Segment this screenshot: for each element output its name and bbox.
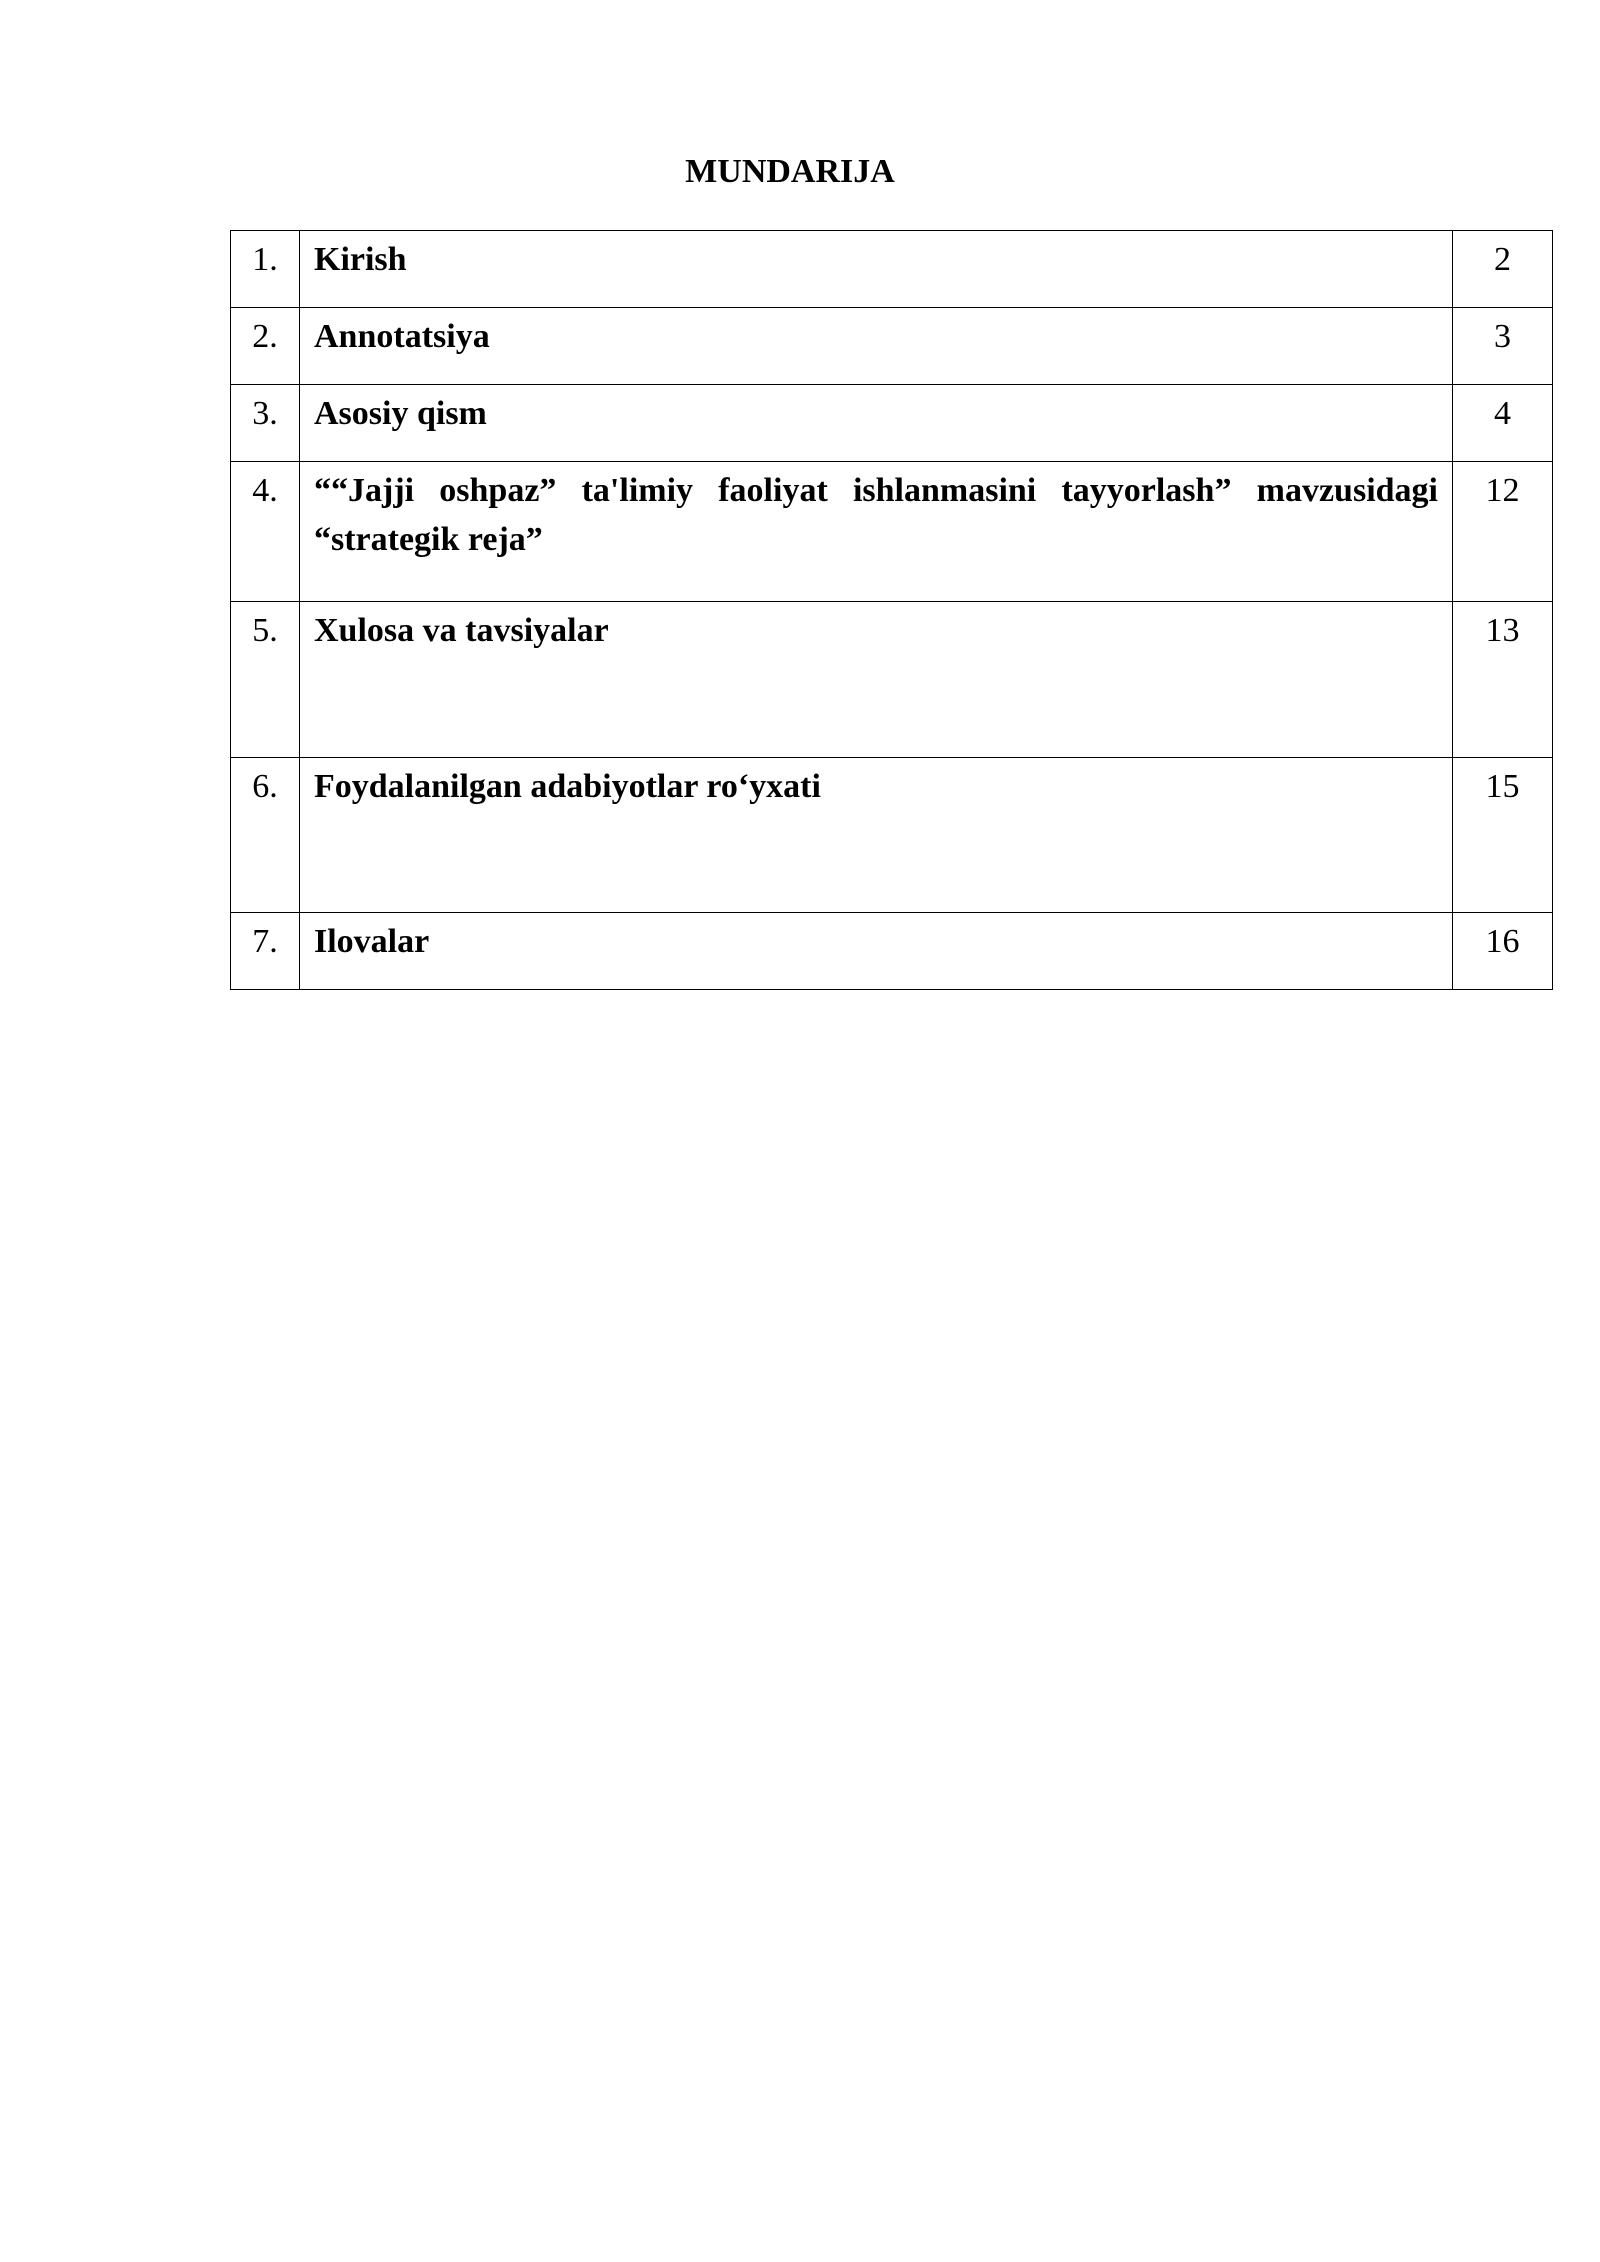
toc-item-title: ““Jajji oshpaz” ta'limiy faoliyat ishlanmasini tayyorlash” mavzusidagi “strategik reja” xyxy=(300,462,1453,602)
toc-item-number: 5. xyxy=(231,602,300,758)
table-of-contents xyxy=(230,230,1553,990)
table-row xyxy=(231,231,1553,308)
toc-item-title: Asosiy qism xyxy=(300,385,1453,462)
toc-item-number: 3. xyxy=(231,385,300,462)
toc-item-number: 6. xyxy=(231,758,300,913)
toc-item-number: 4. xyxy=(231,462,300,602)
toc-item-page: 4 xyxy=(1453,385,1553,462)
toc-item-page: 16 xyxy=(1453,913,1553,990)
toc-item-page: 13 xyxy=(1453,602,1553,758)
toc-item-page: 3 xyxy=(1453,308,1553,385)
table-row xyxy=(231,462,1553,602)
table-row xyxy=(231,602,1553,758)
toc-item-title: Kirish xyxy=(300,231,1453,308)
toc-item-title: Xulosa va tavsiyalar xyxy=(300,602,1453,758)
table-row xyxy=(231,913,1553,990)
toc-item-number: 2. xyxy=(231,308,300,385)
toc-item-page: 12 xyxy=(1453,462,1553,602)
table-row xyxy=(231,308,1553,385)
toc-item-title: Annotatsiya xyxy=(300,308,1453,385)
toc-item-number: 7. xyxy=(231,913,300,990)
toc-item-number: 1. xyxy=(231,231,300,308)
table-row xyxy=(231,385,1553,462)
toc-item-page: 2 xyxy=(1453,231,1553,308)
toc-item-title: Foydalanilgan adabiyotlar ro‘yxati xyxy=(300,758,1453,913)
page-title: MUNDARIJA xyxy=(685,153,895,190)
toc-item-page: 15 xyxy=(1453,758,1553,913)
toc-item-title: Ilovalar xyxy=(300,913,1453,990)
table-row xyxy=(231,758,1553,913)
